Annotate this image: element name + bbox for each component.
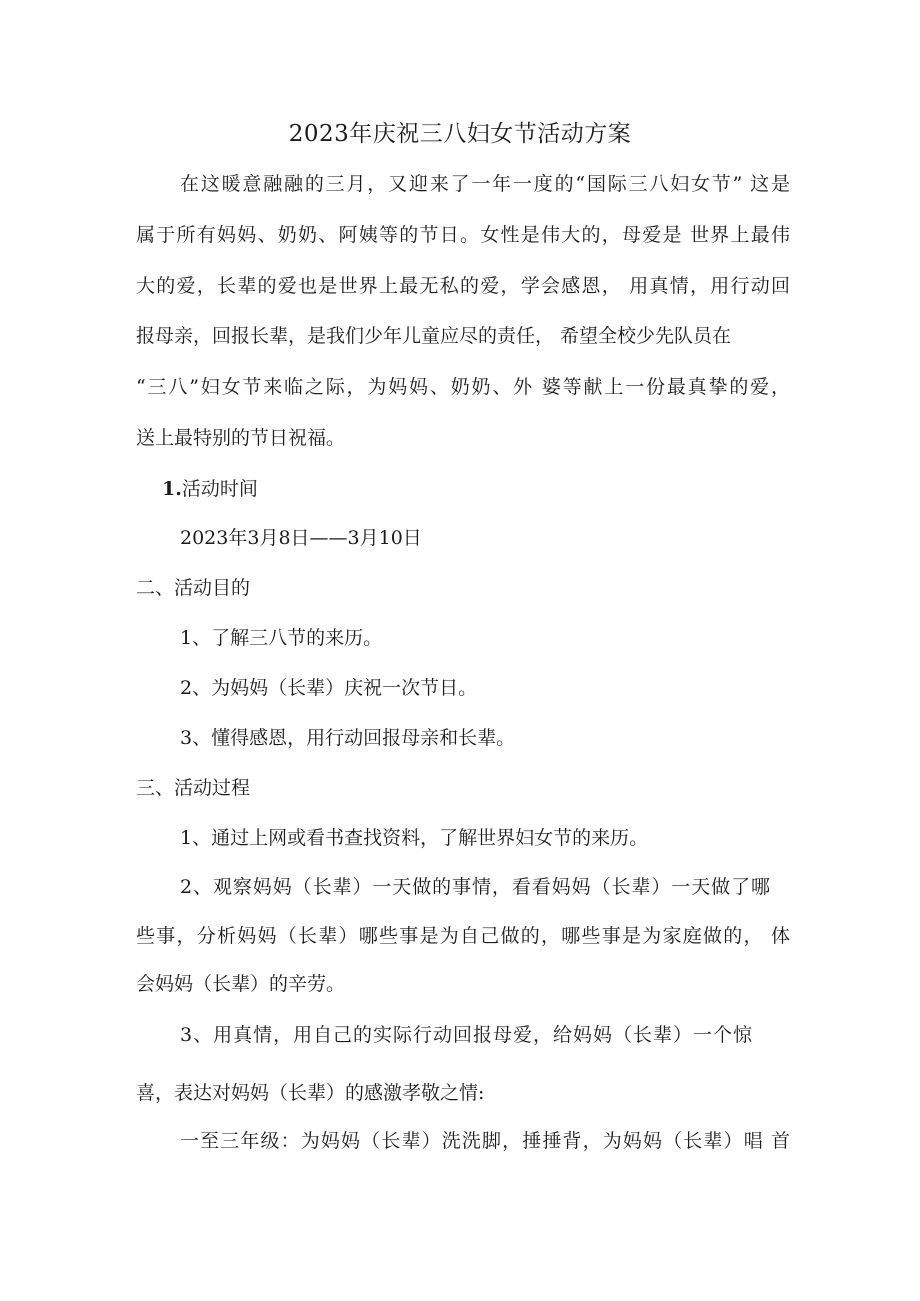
intro-line: 在这暖意融融的三月，又迎来了一年一度的“国际三八妇女节” 这是 xyxy=(180,173,790,195)
section-3-heading: 三、活动过程 xyxy=(136,777,251,799)
list-item-line: 会妈妈（长辈）的辛劳。 xyxy=(136,973,346,995)
list-item-line: 3、用真情，用自己的实际行动回报母爱，给妈妈（长辈）一个惊 xyxy=(180,1024,752,1046)
section-1-content: 2023年3月8日——3月10日 xyxy=(180,527,422,549)
list-item: 1、通过上网或看书查找资料，了解世界妇女节的来历。 xyxy=(180,827,649,849)
grade-activity-line: 一至三年级：为妈妈（长辈）洗洗脚，捶捶背，为妈妈（长辈）唱 首 xyxy=(180,1130,790,1152)
list-item-line: 2、观察妈妈（长辈）一天做的事情，看看妈妈（长辈）一天做了哪 xyxy=(180,876,770,898)
list-item: 2、为妈妈（长辈）庆祝一次节日。 xyxy=(180,677,478,699)
list-item-line: 些事，分析妈妈（长辈）哪些事是为自己做的，哪些事是为家庭做的， 体 xyxy=(136,925,790,947)
intro-line: “三八”妇女节来临之际，为妈妈、奶奶、外 婆等献上一份最真挚的爱， xyxy=(136,376,790,398)
section-1-heading-text: 活动时间 xyxy=(181,478,258,500)
section-1-number: 1. xyxy=(162,478,182,500)
list-item: 1、了解三八节的来历。 xyxy=(180,627,383,649)
intro-line: 大的爱，长辈的爱也是世界上最无私的爱，学会感恩， 用真情，用行动回 xyxy=(136,275,790,297)
document-title: 2023年庆祝三八妇女节活动方案 xyxy=(288,121,632,147)
intro-line: 报母亲，回报长辈，是我们少年儿童应尽的责任， 希望全校少先队员在 xyxy=(136,325,732,347)
section-2-heading: 二、活动目的 xyxy=(136,577,251,599)
list-item: 3、懂得感恩，用行动回报母亲和长辈。 xyxy=(180,727,516,749)
intro-line: 送上最特别的节日祝福。 xyxy=(136,427,346,449)
list-item-line: 喜，表达对妈妈（长辈）的感激孝敬之情: xyxy=(136,1082,485,1104)
section-1-heading xyxy=(162,475,258,503)
intro-line: 属于所有妈妈、奶奶、阿姨等的节日。女性是伟大的，母爱是 世界上最伟 xyxy=(136,224,790,246)
